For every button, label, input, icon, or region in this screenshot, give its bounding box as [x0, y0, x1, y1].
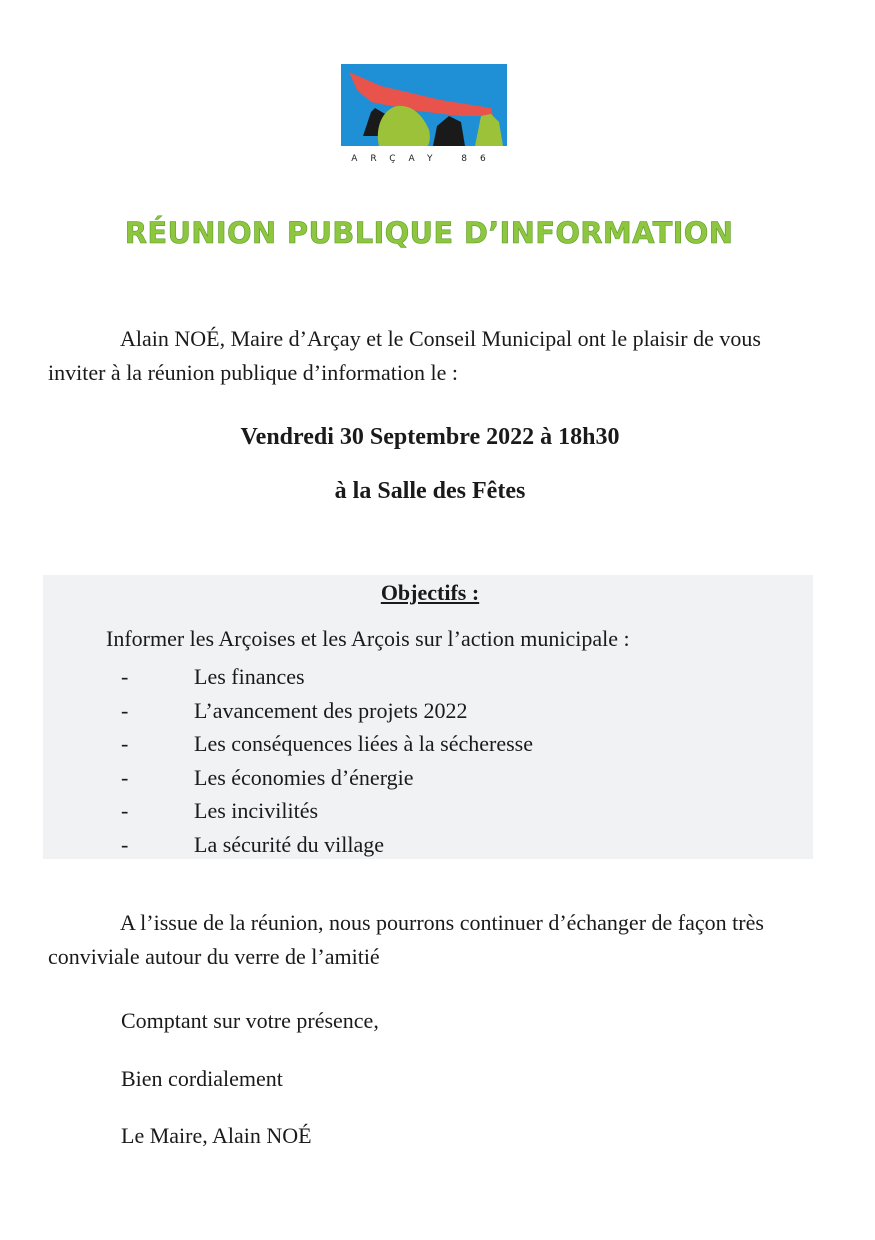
event-place: à la Salle des Fêtes [334, 478, 526, 504]
list-bullet: - [121, 664, 129, 689]
intro-text: Alain NOÉ, Maire d’Arçay et le Conseil Municipal ont le plaisir de vous inviter à la réunion publique d’information le : [48, 326, 761, 385]
logo-caption: ARÇAY 86 [351, 154, 499, 164]
objectives-lead: Informer les Arçoises et les Arçois sur l’action municipale : [106, 626, 630, 651]
list-bullet: - [121, 831, 129, 857]
outro-paragraph [48, 906, 828, 974]
objectives-heading: Objectifs : [380, 580, 480, 605]
list-bullet: - [121, 731, 129, 757]
list-bullet: - [121, 697, 129, 723]
list-item-text: Les économies d’énergie [194, 764, 414, 790]
list-item-text: Les conséquences liées à la sécheresse [194, 731, 534, 757]
municipality-logo [341, 64, 507, 146]
event-date: Vendredi 30 Septembre 2022 à 18h30 [240, 424, 620, 450]
page-title: RÉUNION PUBLIQUE D’INFORMATION [124, 216, 734, 250]
list-item-text: Les incivilités [194, 798, 319, 824]
list-bullet: - [121, 798, 129, 824]
signature: Le Maire, Alain NOÉ [121, 1123, 312, 1148]
list-bullet: - [121, 764, 129, 790]
list-item-text: L’avancement des projets 2022 [194, 697, 468, 723]
intro-paragraph [48, 322, 768, 390]
closing-line-presence: Comptant sur votre présence, [121, 1008, 379, 1033]
closing-line-regards: Bien cordialement [121, 1066, 283, 1091]
list-item-text: Les finances [194, 664, 305, 689]
list-item-text: La sécurité du village [194, 831, 384, 857]
outro-text: A l’issue de la réunion, nous pourrons continuer d’échanger de façon très conviviale autour du verre de l’amitié [48, 910, 764, 969]
dolmen-logo-image [341, 64, 507, 146]
